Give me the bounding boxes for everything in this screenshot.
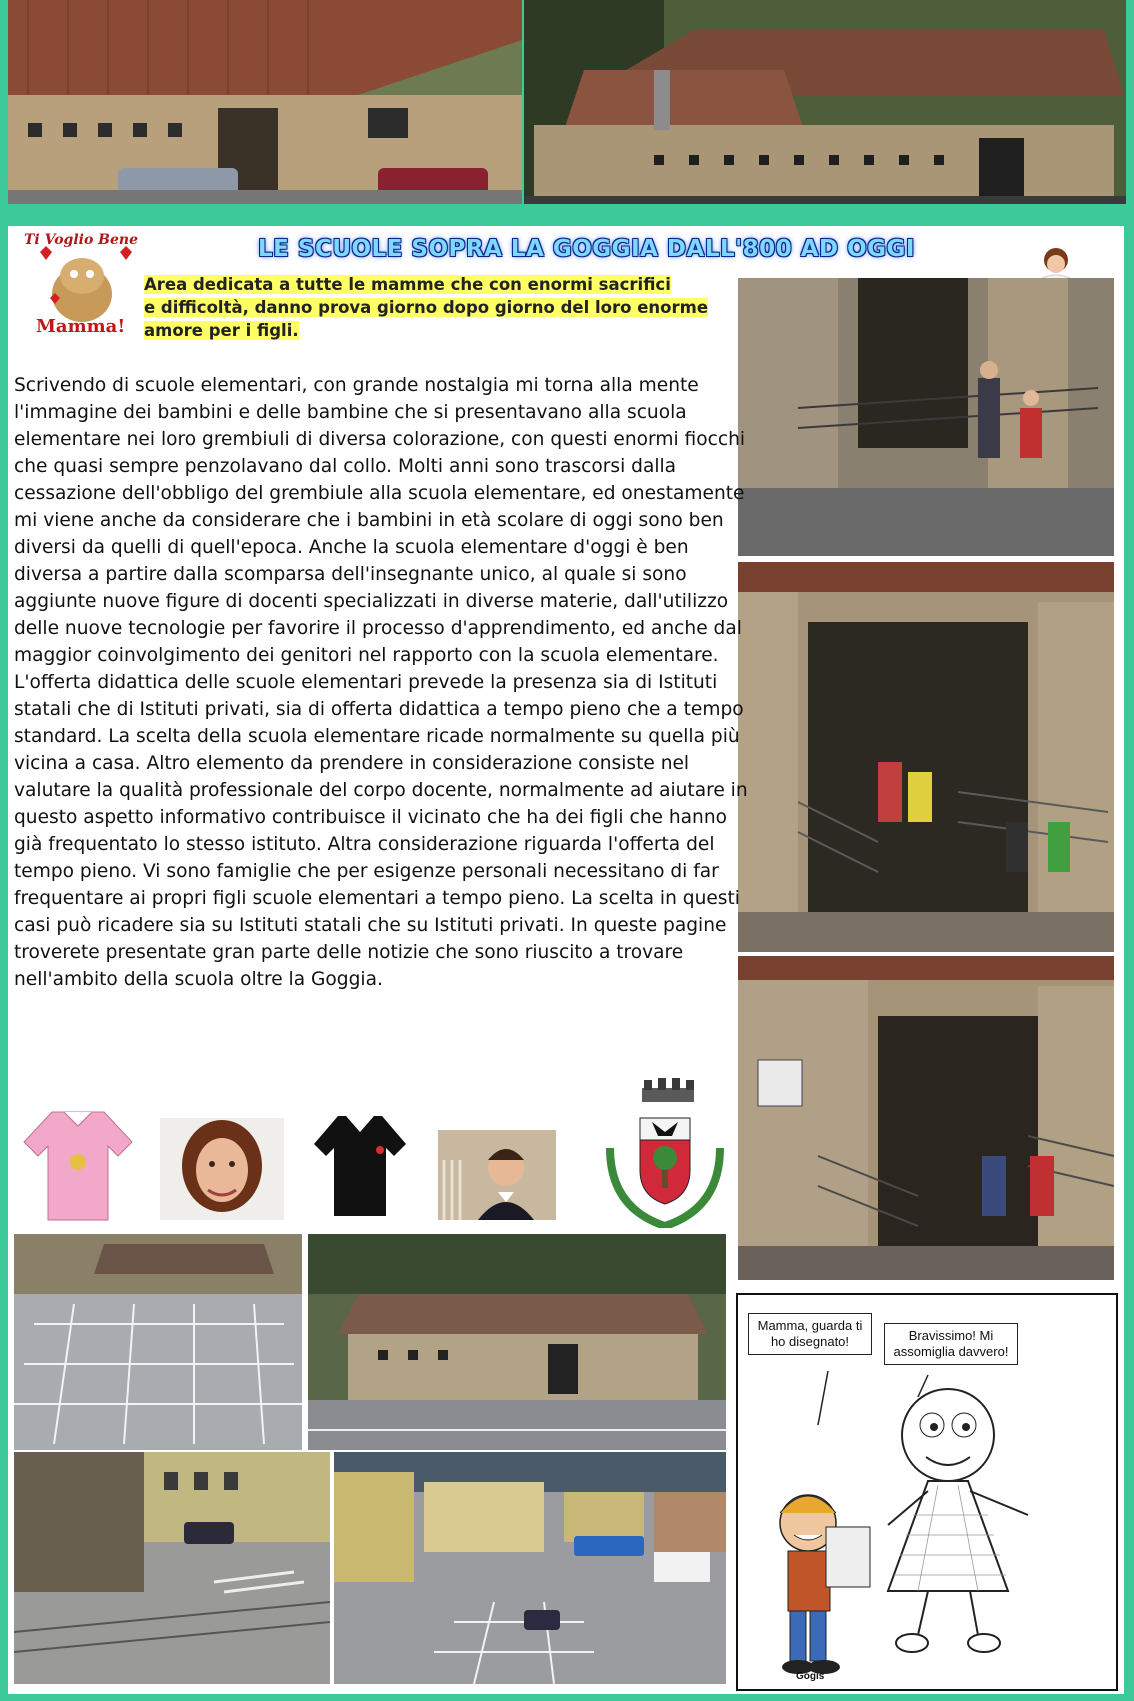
parking-photo-1 <box>14 1234 302 1450</box>
dedication-line2: e difficoltà, danno prova giorno dopo giorno del loro enorme <box>144 298 709 317</box>
street-photo <box>14 1452 330 1684</box>
logo-line1: Ti Voglio Bene <box>24 232 138 248</box>
logo-line2: Mamma! <box>36 316 126 337</box>
school-photo-top-right <box>524 0 1126 204</box>
crown-icon <box>638 1076 698 1104</box>
black-smock-icon <box>312 1110 408 1220</box>
comic-drawing <box>738 1295 1116 1689</box>
teacher-portrait <box>160 1118 284 1220</box>
article-text: Scrivendo di scuole elementari, con grande nostalgia mi torna alla mente l'immagine dei bambini e delle bambine che si presentavano alla scuola elementare nei loro grembiuli di diversa colorazione, con questi enormi fiocchi che quasi sempre penzolavano dal collo. Molti anni sono trascorsi dalla cessazione dell'obbligo del grembiule alla scuola elementare, ed onestamente mi viene anche da considerare che i bambini in età scolare di oggi sono ben diversi da quelli di quell'epoca. Anche la scuola elementare d'oggi è ben diversa a partire dalla scomparsa dell'insegnante unico, al quale si sono aggiunte nuove figure di docenti specializzati in diverse materie, dall'utilizzo delle nuove tecnologie per favorire il processo d'apprendimento, ed anche dal maggior coinvolgimento dei genitori nel rapporto con la scuola elementare. L'offerta didattica delle scuole elementari prevede la presenza sia di Istituti statali che di Istituti privati, sia di offerta didattica a tempo pieno che a tempo standard. La scelta della scuola elementare ricade normalmente su quella più vicina a casa. Altro elemento da prendere in considerazione consiste nel valutare la qualità professionale del corpo docente, normalmente ad aiutare in questo aspetto informativo contribuisce il vicinato che ha dei figli che hanno già frequentato lo stesso istituto. Altra considerazione riguarda l'offerta del tempo pieno. Vi sono famiglie che per esigenze personali necessitano di far frequentare ai propri figli scuole elementari a tempo pieno. La scelta in questi casi può ricadere sia su Istituti statali che su Istituti privati. In queste pagine troverete presentate gran parte delle notizie che sono riuscito a trovare nell'ambito della scuola oltre la Goggia. <box>14 375 748 990</box>
school-photo-top-left <box>8 0 522 204</box>
speech-bubble-mother: Bravissimo! Mi assomiglia davvero! <box>884 1323 1018 1365</box>
dedication-line1: Area dedicata a tutte le mamme che con enormi sacrifici <box>144 275 671 294</box>
pink-smock-icon <box>22 1106 134 1224</box>
dedication-line3: amore per i figli. <box>144 321 299 340</box>
school-entrance-photo-3 <box>738 956 1114 1280</box>
page-title: LE SCUOLE SOPRA LA GOGGIA DALL'800 AD OGGI <box>258 236 915 262</box>
dedication-text <box>144 273 734 342</box>
mamma-logo <box>10 228 156 344</box>
comic-signature: Gogis <box>796 1671 825 1682</box>
school-entrance-photo-2 <box>738 562 1114 952</box>
pupil-photo <box>438 1130 556 1220</box>
square-photo <box>334 1452 726 1684</box>
school-entrance-photo-1 <box>738 278 1114 556</box>
speech-bubble-child: Mamma, guarda ti ho disegnato! <box>748 1313 872 1355</box>
school-building-photo <box>308 1234 726 1450</box>
comic-strip <box>736 1293 1118 1691</box>
coat-of-arms-icon <box>600 1108 730 1228</box>
